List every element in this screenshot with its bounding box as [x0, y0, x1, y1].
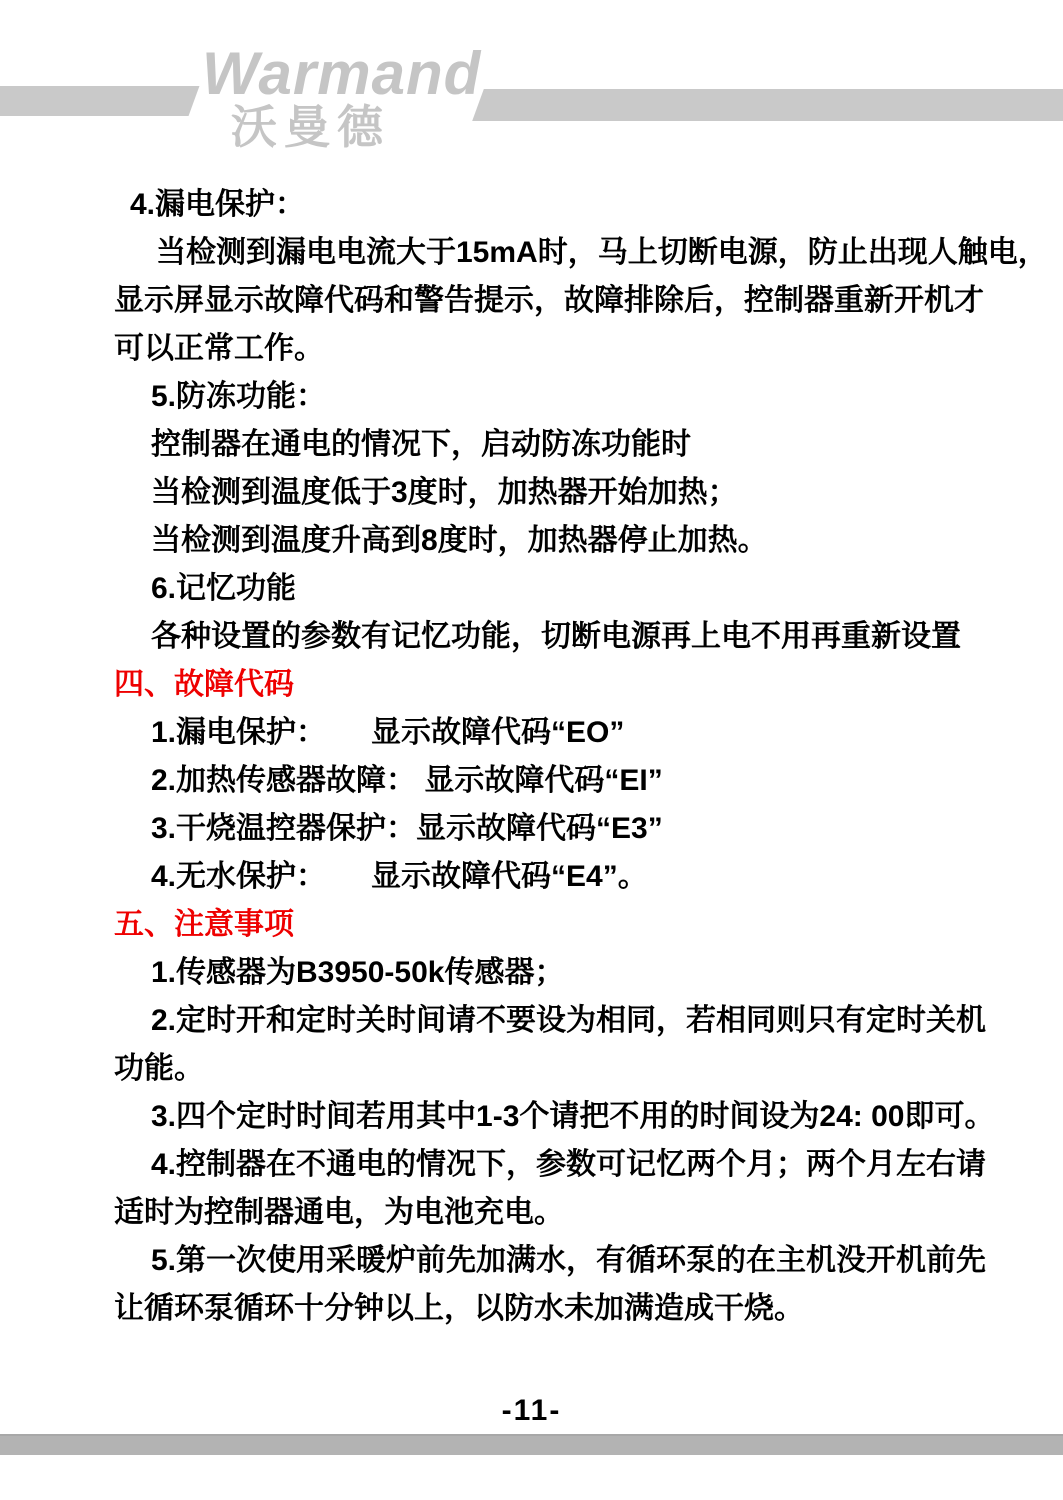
footer-bar — [0, 1434, 1063, 1455]
text-line-leak-protection-title: 4.漏电保护： — [130, 188, 306, 221]
text-line-fault-code-e1: 2.加热传感器故障： 显示故障代码“EI” — [151, 764, 663, 797]
page-number: -11- — [501, 1394, 562, 1427]
text-line: 各种设置的参数有记忆功能，切断电源再上电不用再重新设置 — [151, 620, 961, 653]
brand-logo-cn: 沃曼德 — [231, 101, 390, 153]
header-bar-left — [0, 86, 199, 116]
text-line: 让循环泵循环十分钟以上，以防水未加满造成干烧。 — [114, 1292, 804, 1325]
text-line: 当检测到温度低于3度时，加热器开始加热； — [151, 476, 738, 509]
text-line-note-4: 4.控制器在不通电的情况下，参数可记忆两个月；两个月左右请 — [151, 1148, 987, 1181]
section-heading-notes: 五、注意事项 — [114, 908, 294, 941]
text-line-fault-code-e4: 4.无水保护： 显示故障代码“E4”。 — [151, 860, 648, 893]
header-bar-right — [472, 89, 1063, 121]
text-line-antifreeze-title: 5.防冻功能： — [151, 380, 327, 413]
text-line-fault-code-e0: 1.漏电保护： 显示故障代码“EO” — [151, 716, 625, 749]
text-line-memory-title: 6.记忆功能 — [151, 572, 297, 605]
text-line: 功能。 — [114, 1052, 204, 1085]
text-line: 适时为控制器通电，为电池充电。 — [114, 1196, 564, 1229]
brand-logo-en: Warmand — [202, 40, 482, 107]
section-heading-fault-codes: 四、故障代码 — [114, 668, 294, 701]
text-line-note-3: 3.四个定时时间若用其中1-3个请把不用的时间设为24: 00即可。 — [151, 1100, 995, 1133]
text-line: 当检测到漏电电流大于15mA时，马上切断电源，防止出现人触电， — [156, 236, 1048, 269]
text-line-note-1: 1.传感器为B3950-50k传感器； — [151, 956, 565, 989]
text-line: 控制器在通电的情况下，启动防冻功能时 — [151, 428, 691, 461]
text-line: 可以正常工作。 — [114, 332, 324, 365]
text-line: 显示屏显示故障代码和警告提示，故障排除后，控制器重新开机才 — [114, 284, 984, 317]
text-line: 当检测到温度升高到8度时，加热器停止加热。 — [151, 524, 768, 557]
text-line-note-5: 5.第一次使用采暖炉前先加满水，有循环泵的在主机没开机前先 — [151, 1244, 987, 1277]
text-line-note-2: 2.定时开和定时关时间请不要设为相同，若相同则只有定时关机 — [151, 1004, 987, 1037]
document-body — [114, 181, 1048, 1333]
text-line-fault-code-e3: 3.干烧温控器保护：显示故障代码“E3” — [151, 812, 663, 845]
